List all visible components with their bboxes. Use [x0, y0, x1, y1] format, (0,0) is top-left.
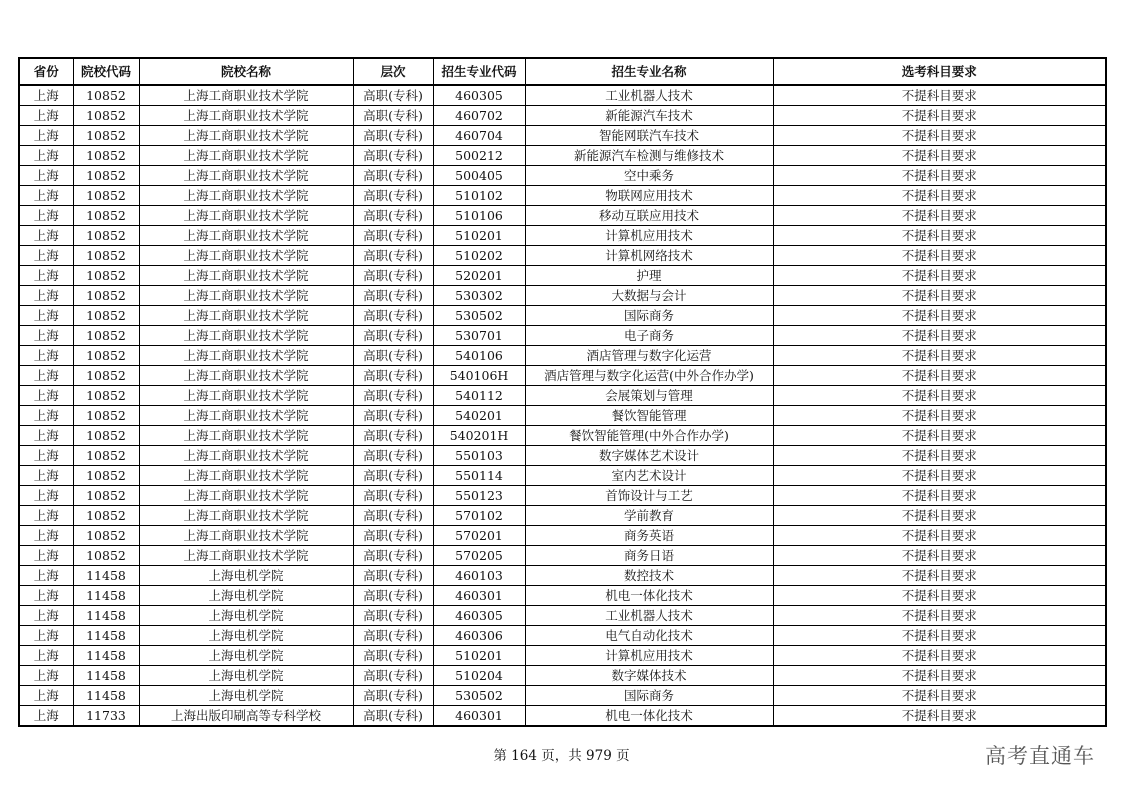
cell-major-code: 570201 [433, 526, 525, 546]
cell-level: 高职(专科) [353, 106, 433, 126]
cell-major-name: 电子商务 [525, 326, 773, 346]
cell-major-code: 510201 [433, 226, 525, 246]
table-row [19, 326, 1106, 346]
cell-school-name: 上海工商职业技术学院 [139, 446, 353, 466]
cell-major-name: 护理 [525, 266, 773, 286]
cell-school-code: 10852 [73, 306, 139, 326]
cell-school-name: 上海出版印刷高等专科学校 [139, 706, 353, 727]
cell-major-code: 460704 [433, 126, 525, 146]
cell-school-code: 10852 [73, 546, 139, 566]
cell-school-code: 10852 [73, 486, 139, 506]
cell-major-code: 570102 [433, 506, 525, 526]
cell-province: 上海 [19, 426, 73, 446]
cell-subject-requirement: 不提科目要求 [773, 386, 1106, 406]
cell-school-name: 上海工商职业技术学院 [139, 286, 353, 306]
table-row [19, 566, 1106, 586]
cell-school-name: 上海工商职业技术学院 [139, 166, 353, 186]
cell-major-name: 学前教育 [525, 506, 773, 526]
cell-major-code: 510106 [433, 206, 525, 226]
cell-major-code: 530302 [433, 286, 525, 306]
cell-school-name: 上海工商职业技术学院 [139, 146, 353, 166]
cell-school-code: 10852 [73, 106, 139, 126]
cell-province: 上海 [19, 246, 73, 266]
cell-major-name: 国际商务 [525, 686, 773, 706]
cell-school-name: 上海工商职业技术学院 [139, 106, 353, 126]
cell-subject-requirement: 不提科目要求 [773, 226, 1106, 246]
cell-province: 上海 [19, 206, 73, 226]
cell-major-name: 计算机应用技术 [525, 226, 773, 246]
cell-school-code: 11458 [73, 586, 139, 606]
cell-school-code: 10852 [73, 386, 139, 406]
header-major-name: 招生专业名称 [525, 58, 773, 85]
cell-level: 高职(专科) [353, 586, 433, 606]
cell-school-name: 上海电机学院 [139, 586, 353, 606]
cell-major-code: 530701 [433, 326, 525, 346]
cell-school-name: 上海工商职业技术学院 [139, 206, 353, 226]
cell-major-name: 数字媒体艺术设计 [525, 446, 773, 466]
page-number: 第 164 页，共 979 页 [493, 748, 630, 764]
cell-school-name: 上海工商职业技术学院 [139, 186, 353, 206]
table-row [19, 206, 1106, 226]
cell-level: 高职(专科) [353, 466, 433, 486]
cell-school-code: 10852 [73, 286, 139, 306]
cell-major-name: 电气自动化技术 [525, 626, 773, 646]
cell-school-name: 上海工商职业技术学院 [139, 326, 353, 346]
cell-major-code: 460301 [433, 586, 525, 606]
table-row [19, 266, 1106, 286]
cell-subject-requirement: 不提科目要求 [773, 126, 1106, 146]
cell-province: 上海 [19, 326, 73, 346]
cell-level: 高职(专科) [353, 346, 433, 366]
table-row [19, 606, 1106, 626]
cell-school-name: 上海工商职业技术学院 [139, 486, 353, 506]
cell-school-code: 10852 [73, 426, 139, 446]
header-level: 层次 [353, 58, 433, 85]
cell-level: 高职(专科) [353, 406, 433, 426]
cell-subject-requirement: 不提科目要求 [773, 85, 1106, 106]
cell-province: 上海 [19, 166, 73, 186]
cell-major-name: 会展策划与管理 [525, 386, 773, 406]
cell-school-code: 11458 [73, 626, 139, 646]
cell-school-name: 上海工商职业技术学院 [139, 366, 353, 386]
cell-province: 上海 [19, 106, 73, 126]
cell-major-name: 机电一体化技术 [525, 586, 773, 606]
cell-province: 上海 [19, 306, 73, 326]
cell-province: 上海 [19, 486, 73, 506]
cell-level: 高职(专科) [353, 646, 433, 666]
cell-major-code: 540106 [433, 346, 525, 366]
cell-subject-requirement: 不提科目要求 [773, 246, 1106, 266]
table-row [19, 526, 1106, 546]
cell-school-code: 10852 [73, 166, 139, 186]
cell-level: 高职(专科) [353, 226, 433, 246]
table-row [19, 286, 1106, 306]
cell-level: 高职(专科) [353, 246, 433, 266]
cell-major-code: 540106H [433, 366, 525, 386]
cell-level: 高职(专科) [353, 606, 433, 626]
cell-school-name: 上海工商职业技术学院 [139, 346, 353, 366]
cell-major-code: 460301 [433, 706, 525, 727]
cell-level: 高职(专科) [353, 366, 433, 386]
cell-major-code: 530502 [433, 686, 525, 706]
cell-school-code: 11733 [73, 706, 139, 727]
table-row [19, 646, 1106, 666]
cell-school-code: 10852 [73, 406, 139, 426]
cell-school-code: 10852 [73, 246, 139, 266]
cell-school-name: 上海工商职业技术学院 [139, 246, 353, 266]
table-row [19, 446, 1106, 466]
table-row [19, 426, 1106, 446]
cell-major-code: 510204 [433, 666, 525, 686]
cell-subject-requirement: 不提科目要求 [773, 526, 1106, 546]
cell-subject-requirement: 不提科目要求 [773, 506, 1106, 526]
cell-province: 上海 [19, 506, 73, 526]
table-row [19, 686, 1106, 706]
cell-major-code: 530502 [433, 306, 525, 326]
cell-school-code: 11458 [73, 666, 139, 686]
cell-province: 上海 [19, 546, 73, 566]
cell-level: 高职(专科) [353, 506, 433, 526]
cell-school-name: 上海工商职业技术学院 [139, 466, 353, 486]
cell-level: 高职(专科) [353, 266, 433, 286]
table-row [19, 666, 1106, 686]
table-row [19, 126, 1106, 146]
table-row [19, 106, 1106, 126]
cell-major-code: 540201H [433, 426, 525, 446]
cell-major-code: 460702 [433, 106, 525, 126]
table-row [19, 366, 1106, 386]
cell-school-name: 上海电机学院 [139, 606, 353, 626]
cell-subject-requirement: 不提科目要求 [773, 446, 1106, 466]
cell-major-code: 510102 [433, 186, 525, 206]
cell-subject-requirement: 不提科目要求 [773, 366, 1106, 386]
cell-major-code: 510202 [433, 246, 525, 266]
cell-level: 高职(专科) [353, 486, 433, 506]
cell-major-code: 510201 [433, 646, 525, 666]
cell-major-name: 大数据与会计 [525, 286, 773, 306]
cell-major-name: 机电一体化技术 [525, 706, 773, 727]
cell-major-name: 室内艺术设计 [525, 466, 773, 486]
header-school-name: 院校名称 [139, 58, 353, 85]
table-body [19, 85, 1106, 726]
cell-school-code: 10852 [73, 186, 139, 206]
cell-subject-requirement: 不提科目要求 [773, 606, 1106, 626]
table-row [19, 586, 1106, 606]
cell-school-code: 10852 [73, 466, 139, 486]
table-row [19, 226, 1106, 246]
cell-major-name: 计算机网络技术 [525, 246, 773, 266]
cell-province: 上海 [19, 346, 73, 366]
table-header-row [19, 58, 1106, 85]
cell-subject-requirement: 不提科目要求 [773, 486, 1106, 506]
cell-major-name: 数字媒体技术 [525, 666, 773, 686]
cell-school-name: 上海工商职业技术学院 [139, 506, 353, 526]
cell-subject-requirement: 不提科目要求 [773, 566, 1106, 586]
cell-major-code: 570205 [433, 546, 525, 566]
cell-school-code: 10852 [73, 526, 139, 546]
cell-school-name: 上海电机学院 [139, 566, 353, 586]
cell-school-code: 10852 [73, 446, 139, 466]
cell-level: 高职(专科) [353, 326, 433, 346]
table-row [19, 85, 1106, 106]
cell-province: 上海 [19, 606, 73, 626]
cell-level: 高职(专科) [353, 85, 433, 106]
cell-level: 高职(专科) [353, 426, 433, 446]
cell-school-name: 上海电机学院 [139, 686, 353, 706]
cell-level: 高职(专科) [353, 566, 433, 586]
cell-major-code: 550114 [433, 466, 525, 486]
cell-province: 上海 [19, 586, 73, 606]
cell-school-code: 10852 [73, 506, 139, 526]
cell-major-name: 酒店管理与数字化运营 [525, 346, 773, 366]
cell-province: 上海 [19, 286, 73, 306]
cell-province: 上海 [19, 566, 73, 586]
cell-level: 高职(专科) [353, 546, 433, 566]
table-row [19, 306, 1106, 326]
cell-major-name: 商务日语 [525, 546, 773, 566]
cell-school-name: 上海工商职业技术学院 [139, 426, 353, 446]
cell-school-name: 上海电机学院 [139, 646, 353, 666]
cell-subject-requirement: 不提科目要求 [773, 206, 1106, 226]
cell-level: 高职(专科) [353, 206, 433, 226]
cell-level: 高职(专科) [353, 186, 433, 206]
cell-major-code: 540201 [433, 406, 525, 426]
table-row [19, 246, 1106, 266]
cell-province: 上海 [19, 466, 73, 486]
cell-level: 高职(专科) [353, 286, 433, 306]
cell-school-name: 上海工商职业技术学院 [139, 546, 353, 566]
cell-major-name: 餐饮智能管理(中外合作办学) [525, 426, 773, 446]
cell-province: 上海 [19, 666, 73, 686]
cell-school-code: 11458 [73, 646, 139, 666]
header-major-code: 招生专业代码 [433, 58, 525, 85]
header-school-code: 院校代码 [73, 58, 139, 85]
cell-major-name: 工业机器人技术 [525, 85, 773, 106]
watermark-text: 高考直通车 [985, 744, 1095, 768]
enrollment-table-container [18, 57, 1107, 727]
cell-school-name: 上海电机学院 [139, 626, 353, 646]
cell-major-name: 商务英语 [525, 526, 773, 546]
table-row [19, 626, 1106, 646]
cell-subject-requirement: 不提科目要求 [773, 546, 1106, 566]
cell-province: 上海 [19, 85, 73, 106]
table-row [19, 166, 1106, 186]
table-row [19, 146, 1106, 166]
cell-subject-requirement: 不提科目要求 [773, 706, 1106, 727]
cell-school-code: 10852 [73, 326, 139, 346]
cell-school-code: 10852 [73, 366, 139, 386]
cell-school-name: 上海工商职业技术学院 [139, 406, 353, 426]
cell-level: 高职(专科) [353, 626, 433, 646]
cell-province: 上海 [19, 626, 73, 646]
cell-major-name: 餐饮智能管理 [525, 406, 773, 426]
cell-subject-requirement: 不提科目要求 [773, 166, 1106, 186]
cell-major-code: 540112 [433, 386, 525, 406]
table-row [19, 506, 1106, 526]
enrollment-table [18, 57, 1107, 727]
cell-major-code: 520201 [433, 266, 525, 286]
cell-school-code: 11458 [73, 566, 139, 586]
cell-major-code: 500405 [433, 166, 525, 186]
cell-major-code: 500212 [433, 146, 525, 166]
cell-level: 高职(专科) [353, 446, 433, 466]
cell-school-name: 上海工商职业技术学院 [139, 266, 353, 286]
cell-school-code: 10852 [73, 146, 139, 166]
cell-school-name: 上海工商职业技术学院 [139, 306, 353, 326]
table-row [19, 486, 1106, 506]
cell-level: 高职(专科) [353, 146, 433, 166]
table-row [19, 346, 1106, 366]
cell-major-name: 首饰设计与工艺 [525, 486, 773, 506]
cell-province: 上海 [19, 146, 73, 166]
cell-province: 上海 [19, 446, 73, 466]
table-row [19, 386, 1106, 406]
cell-school-name: 上海电机学院 [139, 666, 353, 686]
table-row [19, 406, 1106, 426]
cell-major-code: 460306 [433, 626, 525, 646]
cell-major-code: 550123 [433, 486, 525, 506]
cell-subject-requirement: 不提科目要求 [773, 686, 1106, 706]
cell-major-name: 物联网应用技术 [525, 186, 773, 206]
cell-level: 高职(专科) [353, 306, 433, 326]
header-subject-requirement: 选考科目要求 [773, 58, 1106, 85]
cell-subject-requirement: 不提科目要求 [773, 286, 1106, 306]
cell-subject-requirement: 不提科目要求 [773, 666, 1106, 686]
cell-subject-requirement: 不提科目要求 [773, 266, 1106, 286]
cell-subject-requirement: 不提科目要求 [773, 626, 1106, 646]
cell-major-name: 数控技术 [525, 566, 773, 586]
cell-subject-requirement: 不提科目要求 [773, 146, 1106, 166]
cell-school-code: 10852 [73, 85, 139, 106]
cell-school-name: 上海工商职业技术学院 [139, 386, 353, 406]
cell-major-name: 国际商务 [525, 306, 773, 326]
cell-major-name: 计算机应用技术 [525, 646, 773, 666]
cell-subject-requirement: 不提科目要求 [773, 346, 1106, 366]
cell-level: 高职(专科) [353, 386, 433, 406]
cell-subject-requirement: 不提科目要求 [773, 406, 1106, 426]
cell-level: 高职(专科) [353, 706, 433, 727]
cell-province: 上海 [19, 646, 73, 666]
cell-province: 上海 [19, 526, 73, 546]
cell-level: 高职(专科) [353, 666, 433, 686]
cell-school-code: 11458 [73, 686, 139, 706]
cell-subject-requirement: 不提科目要求 [773, 326, 1106, 346]
cell-major-name: 智能网联汽车技术 [525, 126, 773, 146]
cell-subject-requirement: 不提科目要求 [773, 646, 1106, 666]
cell-province: 上海 [19, 386, 73, 406]
table-row [19, 546, 1106, 566]
cell-school-name: 上海工商职业技术学院 [139, 85, 353, 106]
cell-province: 上海 [19, 266, 73, 286]
cell-major-code: 460103 [433, 566, 525, 586]
table-row [19, 706, 1106, 727]
cell-subject-requirement: 不提科目要求 [773, 186, 1106, 206]
cell-school-code: 10852 [73, 126, 139, 146]
cell-subject-requirement: 不提科目要求 [773, 426, 1106, 446]
cell-level: 高职(专科) [353, 166, 433, 186]
cell-province: 上海 [19, 406, 73, 426]
cell-major-name: 新能源汽车技术 [525, 106, 773, 126]
cell-school-code: 10852 [73, 226, 139, 246]
cell-major-code: 550103 [433, 446, 525, 466]
cell-school-name: 上海工商职业技术学院 [139, 526, 353, 546]
cell-major-code: 460305 [433, 85, 525, 106]
cell-school-code: 11458 [73, 606, 139, 626]
cell-province: 上海 [19, 186, 73, 206]
cell-major-name: 酒店管理与数字化运营(中外合作办学) [525, 366, 773, 386]
cell-province: 上海 [19, 366, 73, 386]
table-row [19, 186, 1106, 206]
cell-province: 上海 [19, 706, 73, 727]
cell-province: 上海 [19, 686, 73, 706]
cell-major-name: 新能源汽车检测与维修技术 [525, 146, 773, 166]
cell-province: 上海 [19, 226, 73, 246]
cell-subject-requirement: 不提科目要求 [773, 466, 1106, 486]
cell-school-name: 上海工商职业技术学院 [139, 226, 353, 246]
table-row [19, 466, 1106, 486]
cell-level: 高职(专科) [353, 526, 433, 546]
cell-school-code: 10852 [73, 346, 139, 366]
cell-level: 高职(专科) [353, 686, 433, 706]
cell-school-code: 10852 [73, 206, 139, 226]
header-province: 省份 [19, 58, 73, 85]
cell-major-name: 空中乘务 [525, 166, 773, 186]
cell-subject-requirement: 不提科目要求 [773, 106, 1106, 126]
cell-major-name: 移动互联应用技术 [525, 206, 773, 226]
cell-level: 高职(专科) [353, 126, 433, 146]
cell-subject-requirement: 不提科目要求 [773, 306, 1106, 326]
cell-school-name: 上海工商职业技术学院 [139, 126, 353, 146]
cell-province: 上海 [19, 126, 73, 146]
cell-major-code: 460305 [433, 606, 525, 626]
cell-subject-requirement: 不提科目要求 [773, 586, 1106, 606]
cell-school-code: 10852 [73, 266, 139, 286]
cell-major-name: 工业机器人技术 [525, 606, 773, 626]
